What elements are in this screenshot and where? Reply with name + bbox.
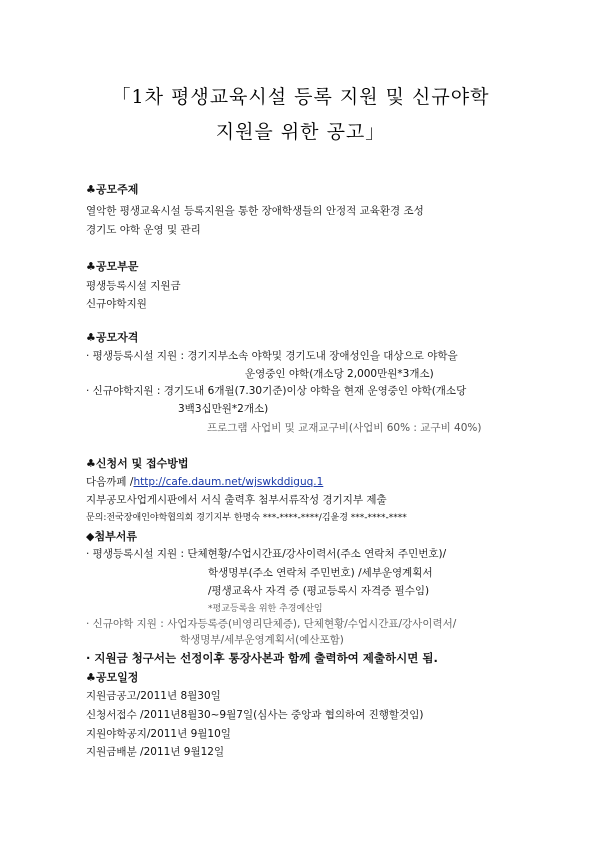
attachments-item1-note: *평교등록을 위한 추경예산임 — [208, 604, 323, 614]
schedule-line-4: 지원금배분 /2011년 9월12일 — [86, 746, 225, 758]
application-heading: ♣신청서 및 접수방법 — [86, 457, 189, 470]
attachments-item2-line1: · 신규야학 지원 : 사업자등록증(비영리단체증), 단체현황/수업시간표/강사이력서/ — [86, 618, 457, 630]
attachments-item1-line3: /평생교육사 자격 증 (평교등록시 자격증 필수임) — [208, 585, 430, 597]
theme-line-2: 경기도 야학 운영 및 관리 — [86, 224, 201, 236]
attachments-item2-line2: 학생명부/세부운영계획서(예산포함) — [180, 634, 344, 646]
attachments-item1-line2: 학생명부(주소 연락처 주민번호) /세부운영계획서 — [208, 567, 433, 579]
application-line-2: 지부공모사업게시판에서 서식 출력후 첨부서류작성 경기지부 제출 — [86, 494, 387, 506]
attachments-item1-line1: · 평생등록시설 지원 : 단체현황/수업시간표/강사이력서(주소 연락처 주민번호)/ — [86, 548, 447, 560]
category-heading: ♣공모부문 — [86, 260, 139, 273]
page-title-line2: 지원을 위한 공고」 — [215, 121, 386, 143]
payment-notice: · 지원금 청구서는 선정이후 통장사본과 함께 출력하여 제출하시면 됨. — [86, 651, 438, 665]
schedule-line-2: 신청서접수 /2011년8월30~9월7일(심사는 중앙과 협의하여 진행할것임) — [86, 709, 424, 721]
theme-heading: ♣공모주제 — [86, 183, 139, 196]
cafe-label: 다음까페 / — [86, 476, 134, 488]
qualification-heading: ♣공모자격 — [86, 331, 139, 344]
qualification-item2-line2: 3백3십만원*2개소) — [178, 403, 269, 415]
attachments-heading: ◆첨부서류 — [86, 530, 137, 543]
cafe-link[interactable]: http://cafe.daum.net/wjswkddiguq.1 — [133, 476, 324, 488]
page-title-line1: 「1차 평생교육시설 등록 지원 및 신규야학 — [111, 86, 490, 108]
schedule-line-1: 지원금공고/2011년 8월30일 — [86, 690, 221, 702]
qualification-item1-line1: · 평생등록시설 지원 : 경기지부소속 야학및 경기도내 장애성인을 대상으로 야학을 — [86, 350, 458, 362]
qualification-item1-line2: 운영중인 야학(개소당 2,000만원*3개소) — [245, 368, 434, 380]
schedule-heading: ♣공모일정 — [86, 671, 139, 684]
qualification-item2-line3: 프로그램 사업비 및 교재교구비(사업비 60% : 교구비 40%) — [207, 422, 482, 434]
qualification-item2-line1: · 신규야학지원 : 경기도내 6개월(7.30기준)이상 야학을 현재 운영중인 야학(개소당 — [86, 385, 467, 397]
cafe-line — [86, 476, 323, 489]
theme-line-1: 열악한 평생교육시설 등록지원을 통한 장애학생들의 안정적 교육환경 조성 — [86, 205, 424, 217]
category-line-2: 신규야학지원 — [86, 298, 147, 310]
schedule-line-3: 지원야학공지/2011년 9월10일 — [86, 728, 231, 740]
category-line-1: 평생등록시설 지원금 — [86, 280, 181, 292]
application-contact: 문의:전국장애인야학협의회 경기지부 한명숙 ***-****-****/김윤경 ***-****-**** — [86, 513, 407, 523]
